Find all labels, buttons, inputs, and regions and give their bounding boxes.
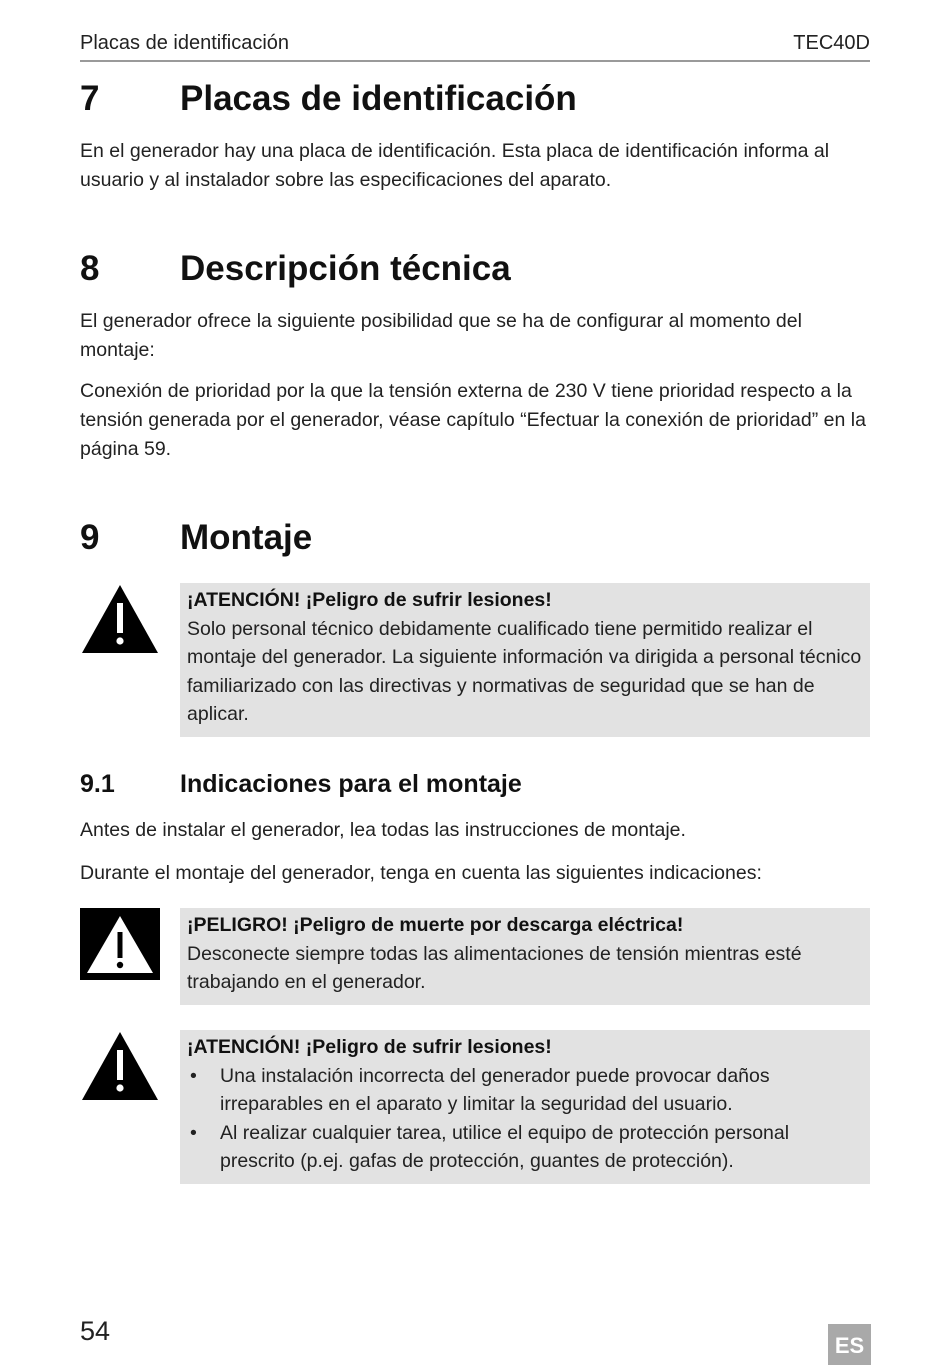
notice-text: Desconecte siempre todas las alimentaciones de tensión mientras esté trabajando en el generador. <box>187 942 802 993</box>
section-title: Placas de identificación <box>180 79 577 118</box>
section-7-paragraph: En el generador hay una placa de identificación. Esta placa de identificación informa al usuario y al instalador sobre las especificaciones del aparato. <box>80 140 830 191</box>
section-number: 8 <box>80 249 100 288</box>
danger-notice-box <box>180 908 870 1005</box>
bullet-glyph: • <box>190 1064 197 1087</box>
warning-notice-box <box>180 583 870 737</box>
section-title: Indicaciones para el montaje <box>180 770 522 798</box>
notice-title: ¡ATENCIÓN! ¡Peligro de sufrir lesiones! <box>187 1036 552 1058</box>
section-9-1-paragraph: Antes de instalar el generador, lea todas las instrucciones de montaje. <box>80 819 686 841</box>
danger-triangle-icon <box>80 908 160 980</box>
list-item <box>187 1062 862 1119</box>
bullet-text: Al realizar cualquier tarea, utilice el equipo de protección personal prescrito (p.ej. gafas de protección, guantes de protección). <box>220 1121 790 1172</box>
section-title: Montaje <box>180 518 313 557</box>
notice-bullet-list <box>187 1062 862 1176</box>
notice-title: ¡ATENCIÓN! ¡Peligro de sufrir lesiones! <box>187 589 552 611</box>
section-number: 7 <box>80 79 100 118</box>
section-number: 9.1 <box>80 770 115 798</box>
language-badge: ES <box>828 1324 871 1365</box>
section-8-paragraph: Conexión de prioridad por la que la tensión externa de 230 V tiene prioridad respecto a la tensión generada por el generador, véase capítulo “Efectuar la conexión de prioridad” en la página 59. <box>80 380 866 460</box>
page-number: 54 <box>80 1316 111 1346</box>
header-model-name: TEC40D <box>793 32 870 54</box>
warning-triangle-icon <box>80 1030 160 1102</box>
page-header <box>80 30 870 62</box>
section-9-1-paragraph: Durante el montaje del generador, tenga en cuenta las siguientes indicaciones: <box>80 862 762 884</box>
bullet-glyph: • <box>190 1121 197 1144</box>
caution-notice-box <box>180 1030 870 1184</box>
list-item <box>187 1119 862 1176</box>
bullet-text: Una instalación incorrecta del generador puede provocar daños irreparables en el aparato y limitar la seguridad del usuario. <box>220 1064 770 1115</box>
warning-triangle-icon <box>80 583 160 655</box>
notice-text: Solo personal técnico debidamente cualificado tiene permitido realizar el montaje del generador. La siguiente información va dirigida a personal técnico familiarizado con las directivas y normativas de seguridad que se han de aplicar. <box>187 617 862 725</box>
notice-title: ¡PELIGRO! ¡Peligro de muerte por descarga eléctrica! <box>187 914 684 936</box>
header-section-title: Placas de identificación <box>80 32 290 54</box>
section-8-paragraph: El generador ofrece la siguiente posibilidad que se ha de configurar al momento del montaje: <box>80 310 802 361</box>
section-number: 9 <box>80 518 100 557</box>
section-title: Descripción técnica <box>180 249 511 288</box>
